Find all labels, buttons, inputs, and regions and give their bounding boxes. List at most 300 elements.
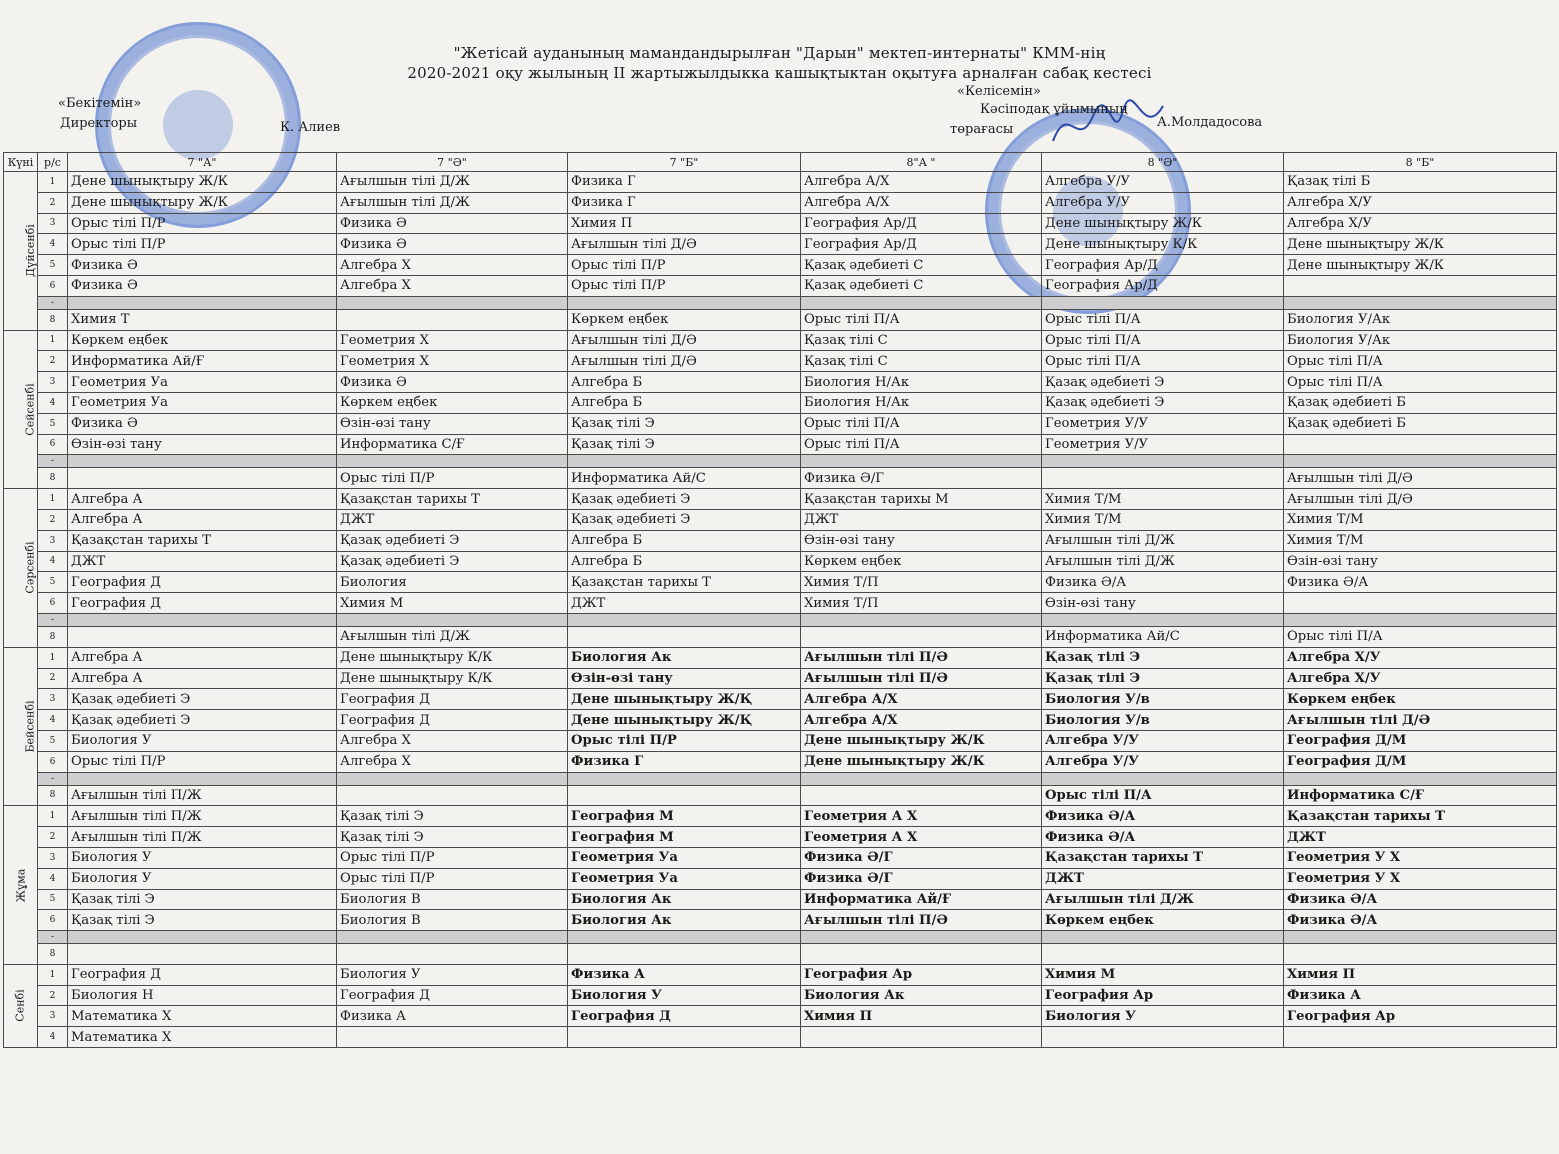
lesson-cell: Алгебра Х/У: [1284, 192, 1557, 213]
lesson-cell: Геометрия У/У: [1042, 413, 1284, 434]
lesson-cell: [1042, 613, 1284, 626]
lesson-cell: Ағылшын тілі Д/Ж: [337, 626, 568, 647]
lesson-cell: Алгебра А/Х: [801, 689, 1042, 710]
lesson-cell: География Д: [337, 689, 568, 710]
lesson-cell: Дене шынықтыру Ж/К: [1284, 234, 1557, 255]
lesson-number: 3: [38, 1006, 68, 1027]
table-row: [4, 751, 1557, 772]
table-row: [4, 489, 1557, 510]
lesson-cell: Физика Ә/А: [1284, 910, 1557, 931]
lesson-cell: Ағылшын тілі Д/Ә: [568, 234, 801, 255]
lesson-cell: [801, 626, 1042, 647]
lesson-number: 2: [38, 827, 68, 848]
lesson-cell: Көркем еңбек: [801, 551, 1042, 572]
table-row: [4, 964, 1557, 985]
lesson-number: 2: [38, 985, 68, 1006]
lesson-cell: Химия Т/М: [1042, 509, 1284, 530]
lesson-cell: [1042, 455, 1284, 468]
lesson-cell: Физика А: [568, 964, 801, 985]
table-row: [4, 593, 1557, 614]
lesson-cell: Қазақ тілі Э: [68, 910, 337, 931]
lesson-cell: [68, 613, 337, 626]
lesson-number: -: [38, 455, 68, 468]
document-title-line2: 2020-2021 оқу жылының II жартыжылдыкка кашықтыктан оқытуға арналған сабақ кестесі: [407, 64, 1152, 82]
table-row: [4, 330, 1557, 351]
lesson-cell: Физика Ә/А: [1042, 572, 1284, 593]
lesson-cell: Математика Х: [68, 1006, 337, 1027]
lesson-cell: [568, 626, 801, 647]
lesson-cell: Қазақ тілі Э: [568, 413, 801, 434]
lesson-cell: Биология В: [337, 910, 568, 931]
lesson-cell: Қазақ тілі Э: [568, 434, 801, 455]
lesson-cell: География Д: [337, 710, 568, 731]
table-row: [4, 255, 1557, 276]
lesson-cell: Қазақ әдебиеті Э: [337, 530, 568, 551]
lesson-number: -: [38, 772, 68, 785]
lesson-cell: Қазақ тілі Э: [68, 889, 337, 910]
agreed-label: «Келісемін»: [957, 84, 1041, 99]
lesson-cell: География Ар: [1042, 985, 1284, 1006]
lesson-cell: Дене шынықтыру Ж/Қ: [568, 710, 801, 731]
lesson-cell: Қазақстан тарихы Т: [337, 489, 568, 510]
approved-label: «Бекітемін»: [58, 96, 142, 111]
lesson-cell: Қазақ әдебиеті С: [801, 255, 1042, 276]
agreed-role2: төрағасы: [950, 122, 1014, 137]
lesson-cell: География Д: [68, 964, 337, 985]
lesson-cell: Ағылшын тілі Д/Ә: [568, 351, 801, 372]
lesson-cell: География М: [568, 827, 801, 848]
table-row: [4, 931, 1557, 944]
lesson-cell: Қазақстан тарихы Т: [568, 572, 801, 593]
table-row: [4, 213, 1557, 234]
lesson-number: 1: [38, 330, 68, 351]
lesson-cell: ДЖТ: [801, 509, 1042, 530]
lesson-cell: Биология У: [568, 985, 801, 1006]
lesson-cell: Биология Ак: [801, 985, 1042, 1006]
lesson-cell: Информатика С/Ғ: [1284, 785, 1557, 806]
lesson-cell: [337, 309, 568, 330]
lesson-cell: Ағылшын тілі П/Ж: [68, 827, 337, 848]
lesson-cell: Физика Ә: [68, 275, 337, 296]
lesson-cell: [1042, 931, 1284, 944]
lesson-number: 3: [38, 847, 68, 868]
lesson-cell: Биология У/Ак: [1284, 330, 1557, 351]
table-row: [4, 889, 1557, 910]
lesson-number: 8: [38, 944, 68, 965]
table-row: [4, 1006, 1557, 1027]
header-8ae: 8 "Ә": [1042, 153, 1284, 172]
lesson-cell: Дене шынықтыру К/К: [337, 668, 568, 689]
lesson-number: 8: [38, 785, 68, 806]
lesson-cell: Қазақ тілі Э: [337, 806, 568, 827]
lesson-number: -: [38, 296, 68, 309]
lesson-cell: Қазақ әдебиеті Э: [337, 551, 568, 572]
table-row: [4, 351, 1557, 372]
lesson-cell: [801, 772, 1042, 785]
lesson-cell: Қазақстан тарихы Т: [68, 530, 337, 551]
lesson-cell: Алгебра А: [68, 489, 337, 510]
lesson-cell: Геометрия Уа: [68, 392, 337, 413]
lesson-cell: Қазақ әдебиеті Э: [1042, 392, 1284, 413]
lesson-cell: Қазақ тілі С: [801, 330, 1042, 351]
lesson-cell: [568, 1027, 801, 1048]
table-row: [4, 730, 1557, 751]
lesson-cell: Геометрия Уа: [68, 372, 337, 393]
lesson-cell: [1284, 944, 1557, 965]
lesson-cell: [68, 468, 337, 489]
lesson-number: 8: [38, 626, 68, 647]
lesson-cell: Алгебра Х: [337, 275, 568, 296]
lesson-cell: Қазақ әдебиеті Э: [1042, 372, 1284, 393]
table-row: [4, 668, 1557, 689]
lesson-cell: Алгебра А: [68, 509, 337, 530]
lesson-cell: Биология Ак: [568, 910, 801, 931]
lesson-cell: Геометрия У/У: [1042, 434, 1284, 455]
table-row: [4, 827, 1557, 848]
table-row: [4, 551, 1557, 572]
lesson-number: 3: [38, 213, 68, 234]
lesson-cell: Ағылшын тілі П/Ә: [801, 647, 1042, 668]
header-7a: 7 "А": [68, 153, 337, 172]
lesson-cell: Ағылшын тілі Д/Ә: [1284, 710, 1557, 731]
lesson-cell: [801, 944, 1042, 965]
lesson-cell: Ағылшын тілі Д/Ж: [337, 192, 568, 213]
lesson-cell: Өзін-өзі тану: [801, 530, 1042, 551]
table-row: [4, 626, 1557, 647]
approved-role: Директоры: [60, 116, 138, 131]
lesson-cell: [337, 296, 568, 309]
table-row: [4, 985, 1557, 1006]
table-row: [4, 392, 1557, 413]
lesson-cell: Химия Т/П: [801, 572, 1042, 593]
day-label: [4, 172, 38, 331]
lesson-cell: Орыс тілі П/Р: [68, 234, 337, 255]
lesson-number: 6: [38, 434, 68, 455]
lesson-cell: [337, 772, 568, 785]
lesson-cell: География М: [568, 806, 801, 827]
lesson-cell: Биология Н: [68, 985, 337, 1006]
lesson-cell: [1284, 275, 1557, 296]
lesson-cell: Химия Т/М: [1284, 530, 1557, 551]
lesson-cell: Алгебра А: [68, 668, 337, 689]
lesson-cell: Ағылшын тілі Д/Ж: [1042, 889, 1284, 910]
lesson-number: 1: [38, 964, 68, 985]
lesson-cell: Алгебра Х/У: [1284, 213, 1557, 234]
lesson-cell: [337, 613, 568, 626]
lesson-cell: Физика Ә/А: [1284, 889, 1557, 910]
table-row: [4, 275, 1557, 296]
lesson-cell: Қазақ әдебиеті Э: [568, 509, 801, 530]
lesson-cell: Физика Ә/А: [1284, 572, 1557, 593]
lesson-cell: Химия П: [568, 213, 801, 234]
lesson-cell: Қазақстан тарихы М: [801, 489, 1042, 510]
lesson-cell: Орыс тілі П/Р: [568, 730, 801, 751]
lesson-cell: Физика Ә/Г: [801, 868, 1042, 889]
lesson-cell: География Ар: [1284, 1006, 1557, 1027]
lesson-cell: Көркем еңбек: [1284, 689, 1557, 710]
lesson-cell: Дене шынықтыру Ж/К: [801, 751, 1042, 772]
header-8a: 8"А ": [801, 153, 1042, 172]
day-name: Бейсенбі: [23, 700, 37, 753]
lesson-number: 3: [38, 530, 68, 551]
lesson-cell: Алгебра А/Х: [801, 172, 1042, 193]
lesson-cell: Қазақ әдебиеті Э: [68, 689, 337, 710]
lesson-cell: Қазақ тілі Э: [1042, 647, 1284, 668]
lesson-cell: Информатика Ай/С: [1042, 626, 1284, 647]
lesson-cell: Геометрия У Х: [1284, 868, 1557, 889]
lesson-cell: Химия Т/М: [1284, 509, 1557, 530]
agreed-role1: Кәсіподақ ұйымының: [980, 102, 1128, 117]
lesson-cell: Информатика С/Ғ: [337, 434, 568, 455]
table-row: [4, 785, 1557, 806]
lesson-cell: Орыс тілі П/А: [1284, 351, 1557, 372]
lesson-cell: [337, 931, 568, 944]
lesson-cell: Ағылшын тілі Д/Ә: [1284, 468, 1557, 489]
table-row: [4, 910, 1557, 931]
lesson-cell: Өзін-өзі тану: [337, 413, 568, 434]
lesson-cell: Көркем еңбек: [337, 392, 568, 413]
lesson-cell: Орыс тілі П/А: [801, 309, 1042, 330]
lesson-cell: География Д: [337, 985, 568, 1006]
lesson-cell: Геометрия У Х: [1284, 847, 1557, 868]
lesson-cell: Математика Х: [68, 1027, 337, 1048]
lesson-cell: [68, 626, 337, 647]
lesson-cell: Қазақ әдебиеті С: [801, 275, 1042, 296]
lesson-cell: [1284, 296, 1557, 309]
day-name: Жұма: [14, 868, 28, 902]
lesson-cell: География Ар/Д: [801, 234, 1042, 255]
lesson-cell: Химия М: [1042, 964, 1284, 985]
lesson-cell: Орыс тілі П/А: [1042, 351, 1284, 372]
lesson-number: 4: [38, 551, 68, 572]
lesson-cell: Биология У/в: [1042, 689, 1284, 710]
lesson-cell: [337, 455, 568, 468]
lesson-cell: Өзін-өзі тану: [1042, 593, 1284, 614]
lesson-cell: ДЖТ: [1042, 868, 1284, 889]
lesson-cell: Физика Ә: [337, 234, 568, 255]
lesson-number: 2: [38, 509, 68, 530]
lesson-cell: [1042, 944, 1284, 965]
lesson-cell: Алгебра А: [68, 647, 337, 668]
lesson-number: 5: [38, 730, 68, 751]
lesson-cell: Ағылшын тілі П/Ә: [801, 668, 1042, 689]
lesson-cell: [68, 455, 337, 468]
lesson-cell: Ағылшын тілі П/Ә: [801, 910, 1042, 931]
day-name: Сәрсенбі: [23, 541, 37, 594]
lesson-cell: Алгебра А/Х: [801, 192, 1042, 213]
lesson-cell: Информатика Ай/С: [568, 468, 801, 489]
lesson-cell: [568, 772, 801, 785]
lesson-number: 2: [38, 192, 68, 213]
lesson-cell: Алгебра Б: [568, 551, 801, 572]
table-row: [4, 772, 1557, 785]
lesson-number: 4: [38, 234, 68, 255]
lesson-cell: [1284, 1027, 1557, 1048]
approved-name: К. Алиев: [280, 120, 341, 135]
lesson-cell: [568, 785, 801, 806]
header-7b: 7 "Б": [568, 153, 801, 172]
lesson-cell: Физика Ә: [68, 413, 337, 434]
lesson-cell: Химия П: [1284, 964, 1557, 985]
lesson-cell: Физика А: [1284, 985, 1557, 1006]
lesson-cell: ДЖТ: [568, 593, 801, 614]
lesson-cell: [801, 931, 1042, 944]
lesson-cell: Алгебра Х: [337, 730, 568, 751]
lesson-cell: Химия Т: [68, 309, 337, 330]
lesson-cell: Алгебра Б: [568, 530, 801, 551]
lesson-cell: [568, 613, 801, 626]
lesson-cell: [68, 772, 337, 785]
day-label: [4, 647, 38, 806]
lesson-cell: Орыс тілі П/Р: [337, 468, 568, 489]
lesson-cell: Ағылшын тілі Д/Ә: [1284, 489, 1557, 510]
lesson-cell: Физика Ә: [337, 372, 568, 393]
lesson-cell: [801, 785, 1042, 806]
lesson-cell: Өзін-өзі тану: [68, 434, 337, 455]
lesson-cell: Физика Ә/Г: [801, 847, 1042, 868]
lesson-cell: Биология У: [68, 730, 337, 751]
lesson-cell: Биология У/Ак: [1284, 309, 1557, 330]
lesson-cell: Биология У: [337, 964, 568, 985]
table-row: [4, 455, 1557, 468]
table-row: [4, 1027, 1557, 1048]
lesson-number: 1: [38, 806, 68, 827]
lesson-cell: Қазақ әдебиеті Б: [1284, 392, 1557, 413]
lesson-cell: Қазақ тілі С: [801, 351, 1042, 372]
lesson-number: 4: [38, 868, 68, 889]
lesson-cell: Геометрия Х: [337, 351, 568, 372]
lesson-cell: Алгебра У/У: [1042, 751, 1284, 772]
lesson-number: 4: [38, 710, 68, 731]
day-label: [4, 964, 38, 1047]
day-label: [4, 330, 38, 489]
lesson-cell: [337, 944, 568, 965]
lesson-cell: [1042, 772, 1284, 785]
lesson-cell: Алгебра Х/У: [1284, 668, 1557, 689]
lesson-cell: Биология Н/Ак: [801, 392, 1042, 413]
lesson-cell: География Ар/Д: [1042, 255, 1284, 276]
lesson-cell: [1284, 772, 1557, 785]
lesson-cell: Алгебра А/Х: [801, 710, 1042, 731]
lesson-cell: Алгебра У/У: [1042, 192, 1284, 213]
lesson-cell: Физика Ә/А: [1042, 827, 1284, 848]
table-row: [4, 413, 1557, 434]
lesson-number: 5: [38, 255, 68, 276]
lesson-cell: Орыс тілі П/Р: [568, 275, 801, 296]
lesson-cell: Орыс тілі П/Р: [337, 847, 568, 868]
header-row: [4, 153, 1557, 172]
lesson-cell: [801, 1027, 1042, 1048]
lesson-cell: Ағылшын тілі Д/Ж: [1042, 530, 1284, 551]
table-row: [4, 509, 1557, 530]
lesson-cell: Алгебра Х: [337, 751, 568, 772]
table-row: [4, 806, 1557, 827]
lesson-cell: Орыс тілі П/Р: [337, 868, 568, 889]
lesson-cell: География Ар: [801, 964, 1042, 985]
lesson-cell: Орыс тілі П/А: [801, 434, 1042, 455]
lesson-number: 6: [38, 910, 68, 931]
schedule-table: [3, 152, 1557, 1048]
lesson-cell: Химия Т/П: [801, 593, 1042, 614]
lesson-cell: Өзін-өзі тану: [568, 668, 801, 689]
lesson-number: 1: [38, 489, 68, 510]
lesson-cell: [1042, 468, 1284, 489]
lesson-cell: Физика Г: [568, 172, 801, 193]
lesson-number: -: [38, 613, 68, 626]
day-label: [4, 806, 38, 965]
table-row: [4, 572, 1557, 593]
lesson-cell: Физика Ә: [68, 255, 337, 276]
table-row: [4, 172, 1557, 193]
lesson-cell: Биология: [337, 572, 568, 593]
lesson-cell: Орыс тілі П/А: [801, 413, 1042, 434]
lesson-cell: География Д: [68, 593, 337, 614]
lesson-cell: Орыс тілі П/Р: [68, 751, 337, 772]
lesson-cell: Ағылшын тілі Д/Ж: [1042, 551, 1284, 572]
lesson-cell: Өзін-өзі тану: [1284, 551, 1557, 572]
lesson-cell: Көркем еңбек: [1042, 910, 1284, 931]
lesson-cell: Физика Г: [568, 751, 801, 772]
table-row: [4, 530, 1557, 551]
lesson-number: 6: [38, 275, 68, 296]
table-row: [4, 710, 1557, 731]
document-title-line1: "Жетісай ауданының мамандандырылған "Дарын" мектеп-интернаты" КММ-нің: [453, 44, 1106, 62]
lesson-cell: Алгебра Х: [337, 255, 568, 276]
lesson-number: 5: [38, 572, 68, 593]
lesson-number: 2: [38, 351, 68, 372]
lesson-cell: Орыс тілі П/А: [1042, 785, 1284, 806]
lesson-cell: Биология У: [1042, 1006, 1284, 1027]
table-row: [4, 689, 1557, 710]
lesson-cell: [1284, 613, 1557, 626]
lesson-cell: [1042, 296, 1284, 309]
table-row: [4, 234, 1557, 255]
lesson-cell: [337, 785, 568, 806]
table-row: [4, 372, 1557, 393]
table-row: [4, 434, 1557, 455]
lesson-cell: Орыс тілі П/А: [1042, 309, 1284, 330]
lesson-cell: Физика Ә/А: [1042, 806, 1284, 827]
lesson-cell: Қазақ тілі Э: [1042, 668, 1284, 689]
lesson-cell: [568, 944, 801, 965]
header-7ae: 7 "Ә": [337, 153, 568, 172]
lesson-cell: Алгебра У/У: [1042, 730, 1284, 751]
lesson-number: 8: [38, 468, 68, 489]
lesson-cell: Биология Н/Ак: [801, 372, 1042, 393]
lesson-cell: Дене шынықтыру Ж/Қ: [568, 689, 801, 710]
lesson-cell: [337, 1027, 568, 1048]
lesson-cell: [568, 931, 801, 944]
lesson-cell: [1042, 1027, 1284, 1048]
lesson-cell: Геометрия Уа: [568, 868, 801, 889]
lesson-cell: Дене шынықтыру Ж/К: [1284, 255, 1557, 276]
lesson-cell: ДЖТ: [1284, 827, 1557, 848]
lesson-cell: Геометрия А Х: [801, 806, 1042, 827]
lesson-cell: Ағылшын тілі Д/Ж: [337, 172, 568, 193]
lesson-cell: [568, 296, 801, 309]
lesson-cell: [68, 931, 337, 944]
lesson-cell: Дене шынықтыру К/К: [337, 647, 568, 668]
lesson-cell: Қазақстан тарихы Т: [1284, 806, 1557, 827]
day-name: Дүйсенбі: [23, 224, 37, 278]
lesson-number: 5: [38, 413, 68, 434]
header-8b: 8 "Б": [1284, 153, 1557, 172]
lesson-number: 6: [38, 593, 68, 614]
lesson-cell: Геометрия Х: [337, 330, 568, 351]
lesson-cell: Биология У: [68, 868, 337, 889]
lesson-cell: Қазақ тілі Б: [1284, 172, 1557, 193]
lesson-cell: Дене шынықтыру Ж/К: [801, 730, 1042, 751]
